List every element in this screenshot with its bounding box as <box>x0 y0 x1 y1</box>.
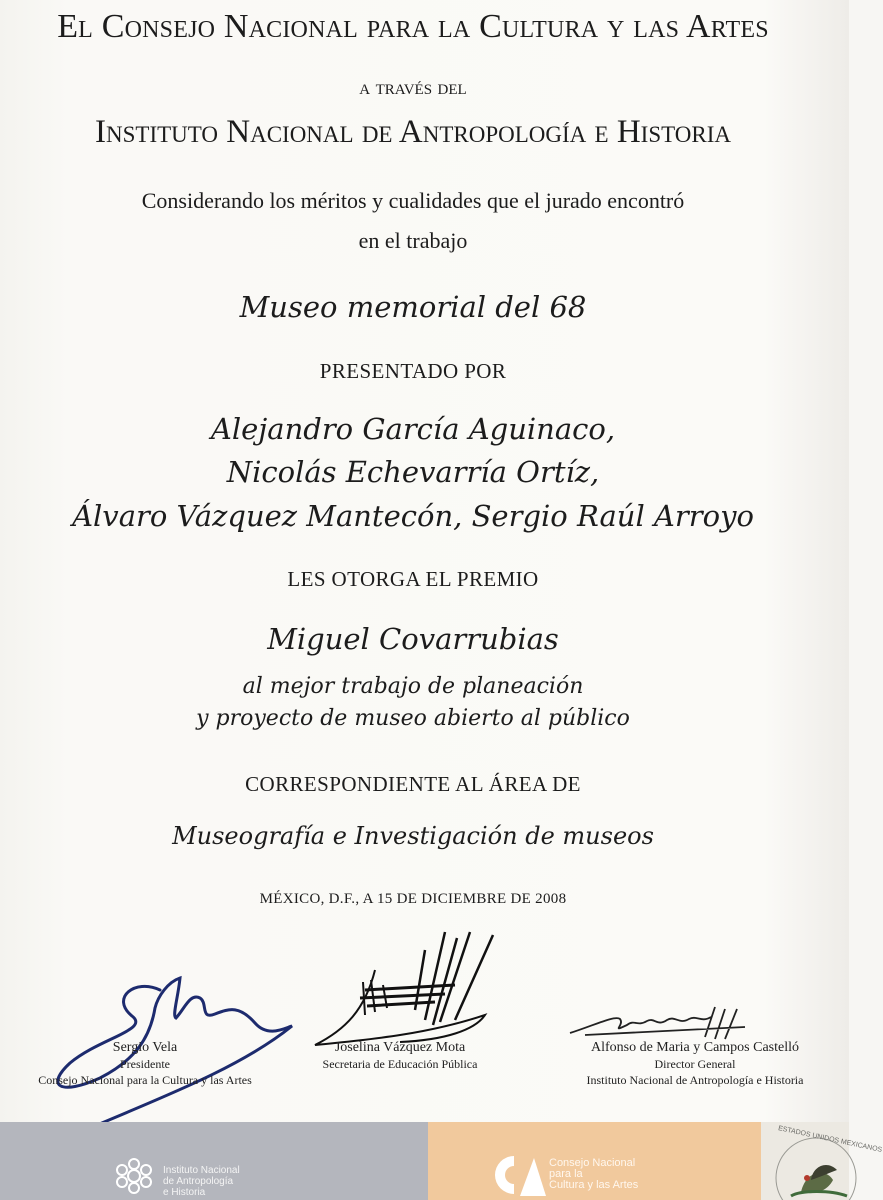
conaculta-logo-icon <box>490 1152 548 1198</box>
conaculta-logo-text: Consejo Nacional para la Cultura y las Artes <box>549 1157 639 1191</box>
signatory-role: Director General <box>654 1057 736 1071</box>
issue-date: MÉXICO, D.F., A 15 DE DICIEMBRE DE 2008 <box>259 891 567 907</box>
prize-description-1: al mejor trabajo de planeación <box>242 674 584 699</box>
prize-description-2: y proyecto de museo abierto al público <box>196 706 630 731</box>
signatory-name: Sergio Vela <box>112 1040 178 1055</box>
signature-alfonso-de-maria <box>565 1005 755 1045</box>
award-label: LES OTORGA EL PREMIO <box>287 567 539 591</box>
prize-name: Miguel Covarrubias <box>267 622 559 656</box>
inah-logo-text: Instituto Nacional de Antropología e Historia <box>163 1165 240 1198</box>
author-line: Nicolás Echevarría Ortíz, <box>226 455 600 489</box>
area-name: Museografía e Investigación de museos <box>172 822 654 850</box>
presented-label: PRESENTADO POR <box>319 359 507 383</box>
inah-logo-icon <box>112 1156 156 1196</box>
author-line: Álvaro Vázquez Mantecón, Sergio Raúl Arroyo <box>72 499 754 533</box>
work-title: Museo memorial del 68 <box>239 290 587 324</box>
signatory-3 <box>560 1040 830 1088</box>
area-label: CORRESPONDIENTE AL ÁREA DE <box>245 772 581 796</box>
header-council: El Consejo Nacional para la Cultura y las Artes <box>57 8 769 45</box>
header-through: a través del <box>359 74 467 99</box>
signatory-org: Instituto Nacional de Antropología e Historia <box>586 1073 804 1087</box>
signatory-name: Joselina Vázquez Mota <box>334 1040 466 1055</box>
intro-line-2: en el trabajo <box>358 228 468 253</box>
signatory-role: Presidente <box>120 1057 170 1071</box>
signatory-org: Consejo Nacional para la Cultura y las Artes <box>38 1073 252 1087</box>
author-line: Alejandro García Aguinaco, <box>210 412 616 446</box>
header-institute: Instituto Nacional de Antropología e Historia <box>95 114 731 150</box>
seal-text: ESTADOS UNIDOS MEXICANOS <box>777 1125 883 1154</box>
signatory-role: Secretaria de Educación Pública <box>322 1057 478 1071</box>
signatory-2 <box>300 1040 500 1072</box>
intro-line-1: Considerando los méritos y cualidades que el jurado encontró <box>141 188 685 213</box>
signature-joselina-vazquez-mota <box>305 930 505 1055</box>
signatory-1 <box>20 1040 270 1088</box>
signatory-name: Alfonso de Maria y Campos Castelló <box>590 1040 800 1055</box>
